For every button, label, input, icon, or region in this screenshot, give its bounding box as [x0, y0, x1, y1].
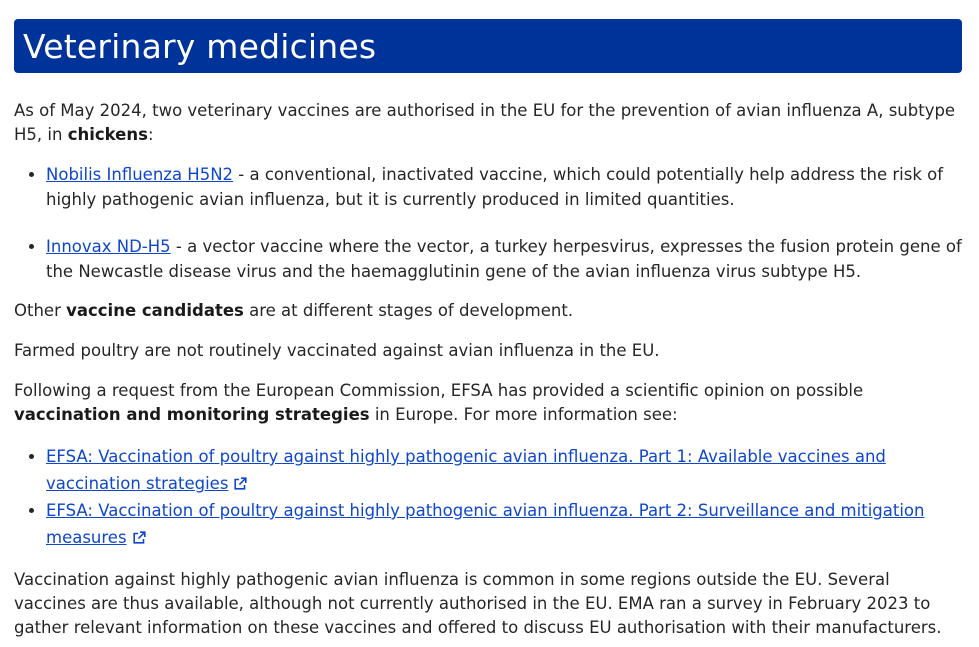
following-suffix: in Europe. For more information see: — [369, 405, 678, 424]
vaccine-description: - a vector vaccine where the vector, a turkey herpesvirus, expresses the fusion protein gene of the Newcastle disease virus and the haemagglutinin gene of the avian influenza virus subtype H5. — [46, 237, 962, 281]
vaccine-description: - a conventional, inactivated vaccine, which could potentially help address the risk of highly pathogenic avian influenza, but it is currently produced in limited quantities. — [46, 165, 944, 209]
external-link-icon[interactable] — [233, 472, 247, 499]
page-title-bar — [14, 19, 962, 73]
following-paragraph — [14, 379, 962, 427]
outside-eu-paragraph: Vaccination against highly pathogenic avian influenza is common in some regions outside the EU. Several vaccines are thus available, although not currently authorised in the EU. EMA ran a survey in February 2023 to gather relevant information on these vaccines and offered to discuss EU authorisation with their manufacturers. — [14, 570, 942, 637]
list-item — [46, 497, 962, 553]
intro-paragraph — [14, 99, 962, 147]
efsa-link-list — [14, 443, 962, 553]
efsa-link-part-1[interactable]: EFSA: Vaccination of poultry against highly pathogenic avian influenza. Part 1: Available vaccines and vaccination strategies — [46, 447, 886, 493]
efsa-link-part-2[interactable]: EFSA: Vaccination of poultry against highly pathogenic avian influenza. Part 2: Surveillance and mitigation measures — [46, 501, 925, 547]
intro-bold: chickens — [67, 125, 148, 144]
list-item — [46, 443, 962, 499]
list-item — [46, 163, 962, 212]
farmed-paragraph: Farmed poultry are not routinely vaccinated against avian influenza in the EU. — [14, 341, 660, 360]
candidates-paragraph — [14, 299, 962, 323]
intro-text: As of May 2024, two veterinary vaccines are authorised in the EU for the prevention of avian influenza A, subtype H5, in — [14, 101, 956, 144]
intro-suffix: : — [147, 125, 154, 144]
following-bold: vaccination and monitoring strategies — [14, 405, 370, 424]
candidates-suffix: are at different stages of development. — [243, 301, 574, 320]
list-item — [46, 235, 962, 284]
vaccine-list — [14, 163, 962, 284]
candidates-bold: vaccine candidates — [66, 301, 244, 320]
page-title: Veterinary medicines — [23, 26, 377, 66]
vaccine-link-innovax[interactable]: Innovax ND-H5 — [46, 237, 171, 256]
vaccine-link-nobilis[interactable]: Nobilis Influenza H5N2 — [46, 165, 234, 184]
candidates-text: Other — [14, 301, 67, 320]
following-text: Following a request from the European Commission, EFSA has provided a scientific opinion on possible — [14, 381, 864, 400]
external-link-icon[interactable] — [132, 526, 146, 553]
